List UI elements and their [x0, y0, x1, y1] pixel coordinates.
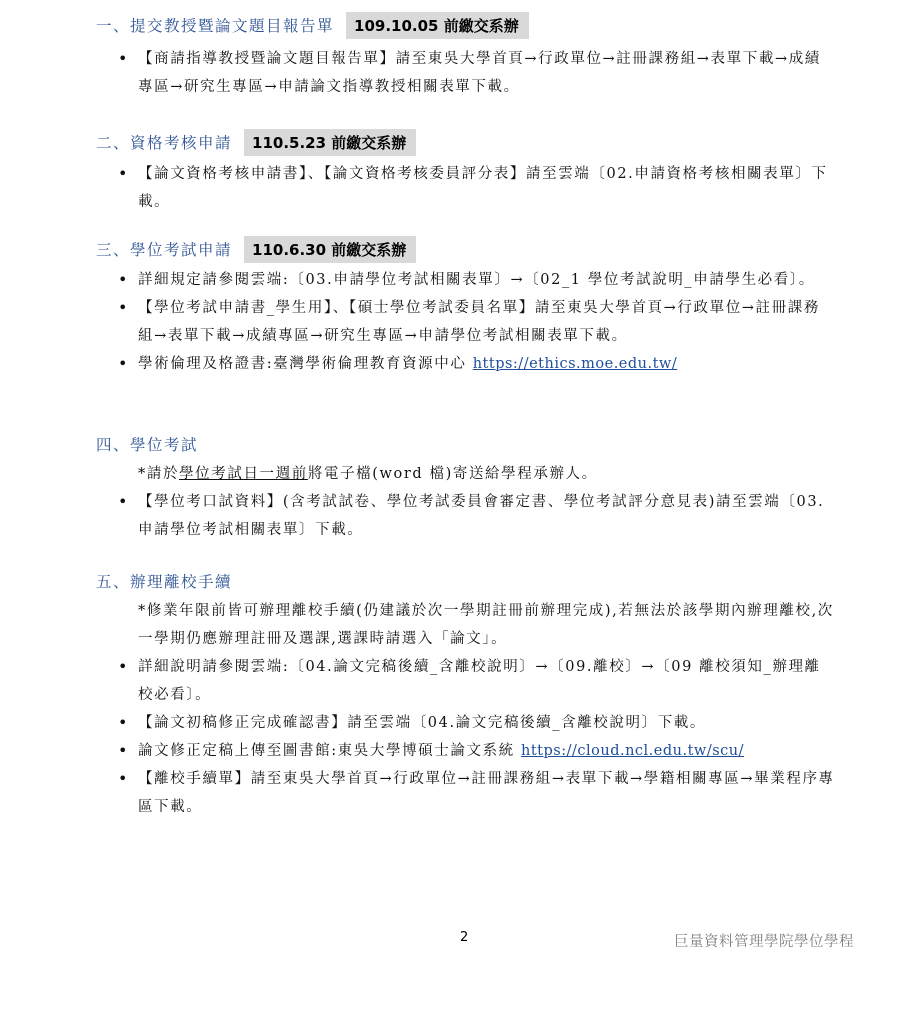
- deadline-badge: 110.6.30 前繳交系辦: [244, 236, 416, 263]
- note-suffix: 將電子檔(word 檔)寄送給學程承辦人。: [307, 466, 598, 482]
- section-title: 三、學位考試申請: [96, 241, 233, 259]
- section-heading: [96, 429, 836, 459]
- list-item: • 【學位考口試資料】(含考試試卷、學位考試委員會審定書、學位考試評分意見表)請至雲端〔03.申請學位考試相關表單〕下載。: [96, 488, 836, 544]
- note-text: [96, 460, 836, 488]
- note-prefix: *請於: [138, 466, 180, 482]
- deadline-badge: 110.5.23 前繳交系辦: [244, 129, 416, 156]
- section-qualification-review: [96, 127, 836, 216]
- list-item: • 【商請指導教授暨論文題目報告單】請至東吳大學首頁→行政單位→註冊課務組→表單下載→成績專區→研究生專區→申請論文指導教授相關表單下載。: [96, 45, 836, 101]
- section-title: 一、提交教授暨論文題目報告單: [96, 17, 335, 35]
- section-leaving-procedures: [96, 566, 836, 821]
- list-item-text: 學術倫理及格證書:臺灣學術倫理教育資源中心: [138, 356, 473, 372]
- ethics-link[interactable]: https://ethics.moe.edu.tw/: [472, 356, 678, 372]
- section-title: 五、辦理離校手續: [96, 573, 233, 591]
- list-item: [96, 350, 836, 378]
- list-item: • 【學位考試申請書_學生用】、【碩士學位考試委員名單】請至東吳大學首頁→行政單位→註冊課務組→表單下載→成績專區→研究生專區→申請學位考試相關表單下載。: [96, 294, 836, 350]
- section-heading: [96, 10, 836, 40]
- thesis-system-link[interactable]: https://cloud.ncl.edu.tw/scu/: [521, 743, 745, 759]
- deadline-badge: 109.10.05 前繳交系辦: [346, 12, 529, 39]
- section-advisor-report: [96, 10, 836, 101]
- page-number: 2: [460, 930, 469, 945]
- list-item: • 詳細說明請參閱雲端:〔04.論文完稿後續_含離校說明〕→〔09.離校〕→〔09 離校須知_辦理離校必看〕。: [96, 653, 836, 709]
- section-title: 二、資格考核申請: [96, 134, 233, 152]
- list-item: [96, 737, 836, 765]
- section-heading: [96, 127, 836, 157]
- list-item: • 【論文初稿修正完成確認書】請至雲端〔04.論文完稿後續_含離校說明〕下載。: [96, 709, 836, 737]
- note-text: *修業年限前皆可辦理離校手續(仍建議於次一學期註冊前辦理完成),若無法於該學期內辦理離校,次一學期仍應辦理註冊及選課,選課時請選入「論文」。: [138, 603, 834, 647]
- section-heading: [96, 234, 836, 264]
- section-heading: [96, 566, 836, 596]
- note-underlined-deadline: 學位考試日一週前: [179, 466, 308, 482]
- list-item: • 【論文資格考核申請書】、【論文資格考核委員評分表】請至雲端〔02.申請資格考核相關表單〕下載。: [96, 160, 836, 216]
- section-degree-exam-application: [96, 234, 836, 378]
- list-item: • 【離校手續單】請至東吳大學首頁→行政單位→註冊課務組→表單下載→學籍相關專區→畢業程序專區下載。: [96, 765, 836, 821]
- section-title: 四、學位考試: [96, 436, 199, 454]
- list-item: • 詳細規定請參閱雲端:〔03.申請學位考試相關表單〕→〔02_1 學位考試說明_申請學生必看〕。: [96, 266, 836, 294]
- footer-department: 巨量資料管理學院學位學程: [674, 934, 854, 950]
- list-item-text: 論文修正定稿上傳至圖書館:東吳大學博碩士論文系統: [138, 743, 521, 759]
- section-degree-exam: [96, 429, 836, 544]
